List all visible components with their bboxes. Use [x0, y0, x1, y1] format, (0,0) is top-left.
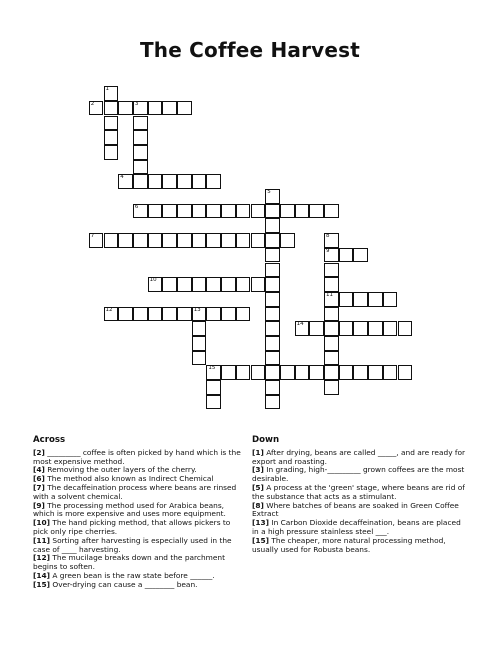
clue-number: 10 [149, 277, 157, 284]
grid-cell[interactable] [206, 174, 221, 189]
grid-cell[interactable] [368, 321, 383, 336]
grid-cell[interactable] [280, 365, 295, 380]
clue-number: [5] [252, 482, 264, 492]
grid-cell[interactable] [383, 321, 398, 336]
clue-number: 13 [193, 306, 201, 313]
grid-cell[interactable] [265, 365, 280, 380]
grid-cell[interactable] [133, 116, 148, 131]
grid-cell[interactable] [353, 248, 368, 263]
clue-text: The mucilage breaks down and the parchment begins to soften. [33, 553, 225, 572]
grid-cell[interactable] [221, 307, 236, 322]
clue-number: [7] [33, 482, 45, 492]
grid-cell[interactable] [162, 204, 177, 219]
grid-cell[interactable] [162, 174, 177, 189]
clue-text: The processing method used for Arabica beans, which is more expensive and uses more equipment. [33, 500, 226, 519]
grid-cell[interactable] [265, 248, 280, 263]
grid-cell[interactable] [206, 380, 221, 395]
grid-cell[interactable] [236, 307, 251, 322]
clue-text: The hand picking method, that allows pickers to pick only ripe cherries. [33, 518, 231, 536]
grid-cell[interactable] [221, 233, 236, 248]
grid-cell[interactable] [133, 233, 148, 248]
grid-cell[interactable] [265, 380, 280, 395]
grid-cell[interactable] [265, 321, 280, 336]
grid-cell[interactable] [177, 174, 192, 189]
clue-number: 3 [134, 100, 139, 107]
grid-cell[interactable] [265, 204, 280, 219]
clue-item [252, 484, 467, 502]
grid-cell[interactable] [324, 204, 339, 219]
grid-cell[interactable] [177, 204, 192, 219]
clue-number: 7 [90, 233, 95, 240]
grid-cell[interactable] [236, 277, 251, 292]
clue-number: 9 [326, 247, 330, 254]
clue-number: 12 [105, 306, 113, 313]
grid-cell[interactable] [104, 130, 119, 145]
clue-number: [15] [33, 579, 51, 589]
clue-item [252, 502, 467, 520]
page-title: The Coffee Harvest [139, 38, 361, 62]
grid-cell[interactable] [177, 233, 192, 248]
grid-cell[interactable] [162, 277, 177, 292]
grid-cell[interactable] [295, 204, 310, 219]
clue-text: Sorting after harvesting is especially used in the case of ____ harvesting. [33, 535, 232, 554]
grid-cell[interactable] [133, 145, 148, 160]
grid-cell[interactable] [383, 365, 398, 380]
grid-cell[interactable] [324, 307, 339, 322]
grid-cell[interactable] [89, 101, 104, 116]
clue-number: [2] [33, 447, 45, 457]
grid-cell[interactable] [192, 336, 207, 351]
grid-cell[interactable] [206, 277, 221, 292]
grid-cell[interactable] [162, 307, 177, 322]
clue-item [252, 519, 467, 537]
clue-number: 8 [326, 233, 330, 240]
grid-cell[interactable] [265, 336, 280, 351]
grid-cell[interactable] [206, 365, 221, 380]
grid-cell[interactable] [118, 101, 133, 116]
grid-cell[interactable] [353, 365, 368, 380]
clue-text: The decaffeination process where beans are rinsed with a solvent chemical. [33, 482, 237, 501]
clue-item [252, 466, 467, 484]
clue-item [33, 554, 247, 572]
grid-cell[interactable] [133, 307, 148, 322]
grid-cell[interactable] [265, 218, 280, 233]
grid-cell[interactable] [221, 365, 236, 380]
grid-cell[interactable] [339, 248, 354, 263]
grid-cell[interactable] [236, 204, 251, 219]
clue-text: The method also known as Indirect Chemical [47, 474, 214, 484]
grid-cell[interactable] [221, 277, 236, 292]
grid-cell[interactable] [133, 101, 148, 116]
grid-cell[interactable] [324, 336, 339, 351]
clue-text: In grading, high-_________ grown coffees are the most desirable. [252, 465, 465, 484]
clue-number: [9] [33, 500, 45, 510]
grid-cell[interactable] [280, 233, 295, 248]
clue-number: [15] [252, 535, 270, 545]
grid-cell[interactable] [104, 116, 119, 131]
clue-text: The cheaper, more natural processing method, usually used for Robusta beans. [252, 535, 446, 554]
grid-cell[interactable] [133, 130, 148, 145]
grid-cell[interactable] [309, 204, 324, 219]
grid-cell[interactable] [368, 292, 383, 307]
grid-cell[interactable] [148, 233, 163, 248]
across-heading: Across [33, 435, 66, 445]
clue-item [33, 502, 247, 520]
clue-number: [10] [33, 518, 51, 528]
grid-cell[interactable] [265, 263, 280, 278]
grid-cell[interactable] [177, 101, 192, 116]
grid-cell[interactable] [236, 365, 251, 380]
grid-cell[interactable] [324, 233, 339, 248]
grid-cell[interactable] [324, 380, 339, 395]
grid-cell[interactable] [324, 321, 339, 336]
grid-cell[interactable] [265, 395, 280, 410]
grid-cell[interactable] [280, 204, 295, 219]
clue-text: After drying, beans are called _____, and are ready for export and roasting. [252, 447, 466, 466]
grid-cell[interactable] [251, 204, 266, 219]
clue-text: A process at the 'green' stage, where beans are rid of the substance that acts as a stimulant. [252, 482, 465, 501]
grid-cell[interactable] [148, 307, 163, 322]
grid-cell[interactable] [177, 277, 192, 292]
clue-text: A green bean is the raw state before ______. [52, 570, 215, 580]
grid-cell[interactable] [295, 321, 310, 336]
grid-cell[interactable] [309, 321, 324, 336]
clue-number: [8] [252, 500, 264, 510]
grid-cell[interactable] [265, 292, 280, 307]
grid-cell[interactable] [236, 233, 251, 248]
clue-item [33, 484, 247, 502]
grid-cell[interactable] [339, 292, 354, 307]
clue-number: [12] [33, 553, 51, 563]
grid-cell[interactable] [324, 351, 339, 366]
grid-cell[interactable] [398, 365, 413, 380]
grid-cell[interactable] [383, 292, 398, 307]
grid-cell[interactable] [251, 365, 266, 380]
grid-cell[interactable] [148, 174, 163, 189]
grid-cell[interactable] [192, 307, 207, 322]
clue-item [252, 537, 467, 555]
clue-text: In Carbon Dioxide decaffeination, beans are placed in a high pressure stainless steel ___. [252, 518, 461, 536]
grid-cell[interactable] [148, 204, 163, 219]
grid-cell[interactable] [265, 189, 280, 204]
grid-cell[interactable] [206, 395, 221, 410]
grid-cell[interactable] [192, 321, 207, 336]
grid-cell[interactable] [295, 365, 310, 380]
clue-item [252, 449, 467, 467]
clue-number: [6] [33, 474, 45, 484]
clue-number: 5 [267, 189, 271, 195]
clue-number: 14 [296, 321, 304, 328]
grid-cell[interactable] [251, 233, 266, 248]
grid-cell[interactable] [265, 233, 280, 248]
grid-cell[interactable] [324, 263, 339, 278]
clue-number: 1 [105, 86, 109, 93]
grid-cell[interactable] [324, 292, 339, 307]
grid-cell[interactable] [118, 307, 133, 322]
clue-item [33, 537, 247, 555]
grid-cell[interactable] [251, 277, 266, 292]
grid-cell[interactable] [133, 174, 148, 189]
grid-cell[interactable] [192, 233, 207, 248]
clue-number: [3] [252, 465, 264, 475]
clue-number: 4 [120, 174, 124, 181]
grid-cell[interactable] [192, 351, 207, 366]
clue-text: Where batches of beans are soaked in Green Coffee Extract [252, 500, 459, 519]
clue-number: [14] [33, 570, 51, 580]
grid-cell[interactable] [148, 277, 163, 292]
grid-cell[interactable] [118, 174, 133, 189]
grid-cell[interactable] [221, 204, 236, 219]
clue-item [33, 449, 247, 467]
grid-cell[interactable] [89, 233, 104, 248]
clue-item [33, 519, 247, 537]
grid-cell[interactable] [324, 248, 339, 263]
grid-cell[interactable] [265, 277, 280, 292]
clue-number: 6 [134, 203, 139, 210]
down-clue-list [252, 449, 467, 555]
clue-number: [1] [252, 447, 264, 457]
down-heading: Down [252, 435, 280, 445]
grid-cell[interactable] [398, 321, 413, 336]
down-clues [252, 436, 467, 554]
grid-cell[interactable] [353, 321, 368, 336]
grid-cell[interactable] [309, 365, 324, 380]
clue-item [33, 581, 247, 590]
grid-cell[interactable] [118, 233, 133, 248]
grid-cell[interactable] [339, 365, 354, 380]
grid-cell[interactable] [104, 233, 119, 248]
grid-cell[interactable] [148, 101, 163, 116]
grid-cell[interactable] [324, 277, 339, 292]
grid-cell[interactable] [104, 86, 119, 101]
grid-cell[interactable] [206, 307, 221, 322]
clue-number: [4] [33, 465, 45, 475]
clue-number: 11 [326, 291, 333, 298]
grid-cell[interactable] [104, 101, 119, 116]
grid-cell[interactable] [162, 101, 177, 116]
grid-cell[interactable] [206, 233, 221, 248]
grid-cell[interactable] [368, 365, 383, 380]
grid-cell[interactable] [192, 204, 207, 219]
grid-cell[interactable] [104, 145, 119, 160]
clue-text: _________ coffee is often picked by hand which is the most expensive method. [33, 447, 241, 466]
grid-cell[interactable] [339, 321, 354, 336]
clue-number: [13] [252, 518, 270, 528]
grid-cell[interactable] [265, 351, 280, 366]
clue-number: 2 [90, 100, 95, 107]
grid-cell[interactable] [192, 174, 207, 189]
clue-text: Removing the outer layers of the cherry. [47, 465, 197, 475]
clue-number: 15 [208, 365, 216, 372]
grid-cell[interactable] [104, 307, 119, 322]
grid-cell[interactable] [133, 204, 148, 219]
clue-number: [11] [33, 535, 51, 545]
across-clues [33, 436, 247, 590]
grid-cell[interactable] [265, 307, 280, 322]
grid-cell[interactable] [206, 204, 221, 219]
grid-cell[interactable] [353, 292, 368, 307]
grid-cell[interactable] [177, 307, 192, 322]
grid-cell[interactable] [324, 365, 339, 380]
grid-cell[interactable] [192, 277, 207, 292]
grid-cell[interactable] [162, 233, 177, 248]
across-clue-list [33, 449, 247, 590]
grid-cell[interactable] [133, 160, 148, 175]
clue-text: Over-drying can cause a ________ bean. [52, 579, 198, 589]
